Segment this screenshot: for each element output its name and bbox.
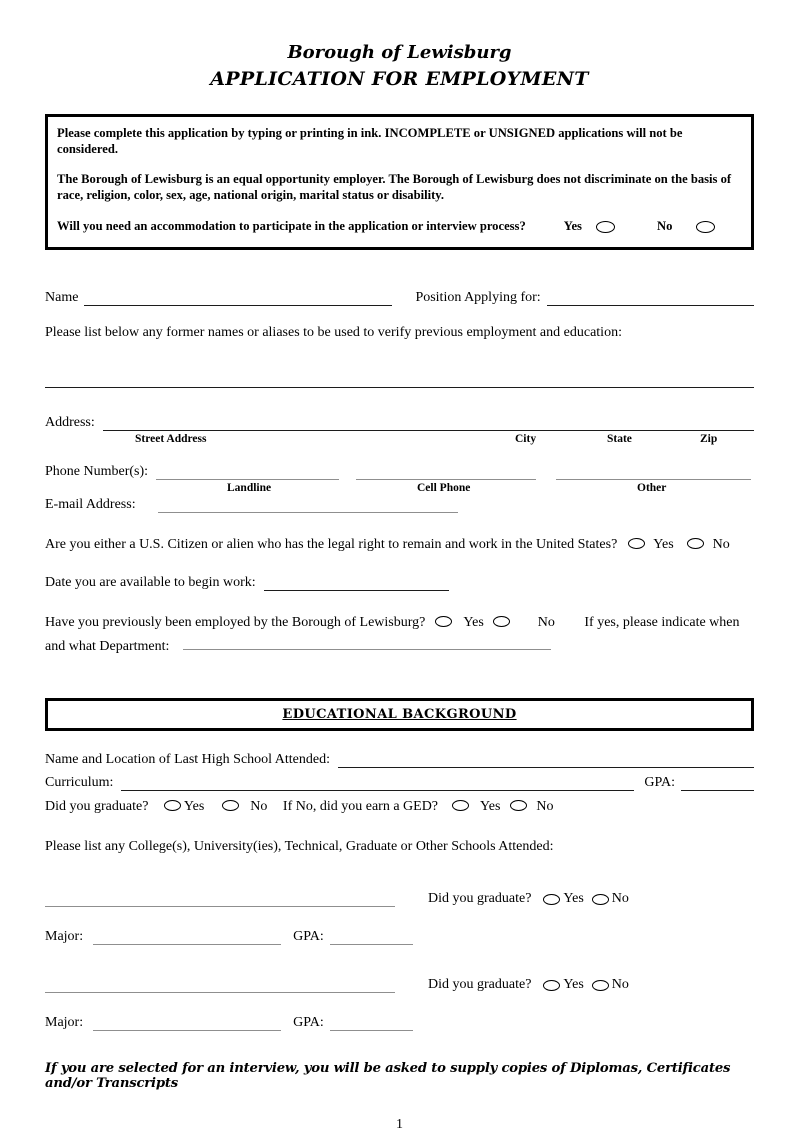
ged-yes-oval[interactable]	[452, 800, 469, 811]
department-label: and what Department:	[45, 639, 170, 655]
college-1-major-line[interactable]	[93, 930, 281, 945]
college-1-graduate-yes-label: Yes	[563, 890, 584, 906]
citizen-no-label: No	[712, 536, 730, 552]
previous-employment-yes-oval[interactable]	[435, 616, 452, 627]
college-2-major-label: Major:	[45, 1014, 84, 1030]
college-2-graduate-yes-oval[interactable]	[543, 980, 560, 991]
college-prompt: Please list any College(s), University(ies), Technical, Graduate or Other Schools Attended:	[45, 838, 554, 854]
org-name: Borough of Lewisburg	[287, 42, 512, 63]
name-input-line[interactable]	[84, 291, 392, 306]
ged-no-label: No	[536, 798, 554, 814]
curriculum-label: Curriculum:	[45, 774, 114, 790]
application-form-page	[0, 42, 796, 1133]
citizen-question: Are you either a U.S. Citizen or alien who has the legal right to remain and work in the United States?	[45, 536, 618, 552]
college-1-graduate-question: Did you graduate?	[428, 890, 532, 906]
former-names-row	[45, 373, 754, 388]
name-label: Name	[45, 289, 79, 305]
curriculum-input-line[interactable]	[121, 776, 634, 791]
college-entry-1-row	[45, 891, 754, 907]
hs-graduate-no-oval[interactable]	[222, 800, 239, 811]
phone-label: Phone Number(s):	[45, 463, 149, 479]
page-number: 1	[396, 1116, 403, 1132]
accommodation-yes-oval[interactable]	[596, 221, 615, 233]
previous-employment-no-label: No	[537, 614, 555, 630]
hs-graduate-yes-oval[interactable]	[164, 800, 181, 811]
accommodation-no-oval[interactable]	[696, 221, 715, 233]
address-sublabels	[45, 431, 754, 447]
citizen-no-oval[interactable]	[687, 538, 704, 549]
address-input-line[interactable]	[103, 416, 754, 431]
email-label: E-mail Address:	[45, 496, 136, 512]
previous-employment-yes-label: Yes	[463, 614, 484, 630]
phone-landline-line[interactable]	[156, 465, 339, 480]
college-1-major-label: Major:	[45, 928, 84, 944]
zip-label: Zip	[700, 432, 718, 445]
previous-employment-no-oval[interactable]	[493, 616, 510, 627]
college-2-graduate-no-label: No	[611, 976, 629, 992]
page-title: APPLICATION FOR EMPLOYMENT	[210, 68, 589, 90]
hs-graduate-question: Did you graduate?	[45, 798, 149, 814]
phone-sublabels	[45, 480, 754, 496]
citizen-yes-oval[interactable]	[628, 538, 645, 549]
college-2-major-row	[45, 1015, 754, 1031]
college-2-graduate-no-oval[interactable]	[592, 980, 609, 991]
date-available-row	[45, 575, 754, 591]
college-entry-2-row	[45, 977, 754, 993]
date-available-input-line[interactable]	[264, 576, 449, 591]
state-label: State	[607, 432, 632, 445]
cell-phone-label: Cell Phone	[417, 481, 471, 494]
college-2-major-line[interactable]	[93, 1016, 281, 1031]
college-1-graduate-yes-oval[interactable]	[543, 894, 560, 905]
education-section-header	[45, 698, 754, 731]
ged-question: If No, did you earn a GED?	[282, 798, 439, 814]
city-label: City	[515, 432, 537, 445]
position-input-line[interactable]	[547, 291, 754, 306]
date-available-label: Date you are available to begin work:	[45, 574, 256, 590]
high-school-label: Name and Location of Last High School Attended:	[45, 751, 330, 767]
former-names-input-line[interactable]	[45, 373, 754, 388]
college-2-gpa-line[interactable]	[330, 1016, 413, 1031]
eeo-statement: The Borough of Lewisburg is an equal opportunity employer. The Borough of Lewisburg does not discriminate on the basis of race, religion, color, sex, age, national origin, marital status or disability.	[57, 171, 732, 203]
accommodation-yes-label: Yes	[563, 219, 582, 234]
phone-row	[45, 464, 754, 480]
interview-note: If you are selected for an interview, you will be asked to supply copies of Diplomas, Certificates and/or Transcripts	[45, 1060, 731, 1091]
landline-label: Landline	[227, 481, 272, 494]
previous-employment-question: Have you previously been employed by the Borough of Lewisburg?	[45, 614, 426, 630]
college-2-graduate-question: Did you graduate?	[428, 976, 532, 992]
accommodation-question-row	[57, 218, 742, 234]
document-title	[45, 42, 754, 90]
ged-no-oval[interactable]	[510, 800, 527, 811]
hs-gpa-input-line[interactable]	[681, 776, 754, 791]
accommodation-question: Will you need an accommodation to participate in the application or interview process?	[57, 219, 526, 234]
email-input-line[interactable]	[158, 498, 458, 513]
phone-other-line[interactable]	[556, 465, 751, 480]
instructions-box	[45, 114, 754, 250]
college-1-gpa-line[interactable]	[330, 930, 413, 945]
college-1-name-line[interactable]	[45, 892, 395, 907]
college-2-gpa-label: GPA:	[293, 1014, 324, 1030]
department-input-line[interactable]	[183, 635, 551, 650]
street-address-label: Street Address	[135, 432, 207, 445]
college-1-graduate-no-label: No	[611, 890, 629, 906]
college-2-graduate-yes-label: Yes	[563, 976, 584, 992]
citizen-yes-label: Yes	[653, 536, 674, 552]
college-1-graduate-no-oval[interactable]	[592, 894, 609, 905]
college-1-major-row	[45, 929, 754, 945]
hs-graduate-row	[45, 799, 754, 815]
curriculum-row	[45, 775, 754, 791]
previous-employment-followup: If yes, please indicate when	[584, 614, 740, 630]
former-names-prompt: Please list below any former names or aliases to be used to verify previous employment and education:	[45, 324, 622, 340]
name-position-row	[45, 290, 754, 306]
email-row	[45, 497, 754, 513]
phone-cell-line[interactable]	[356, 465, 536, 480]
college-1-gpa-label: GPA:	[293, 928, 324, 944]
accommodation-no-label: No	[656, 219, 673, 234]
position-label: Position Applying for:	[415, 289, 541, 305]
instructions-text: Please complete this application by typing or printing in ink. INCOMPLETE or UNSIGNED applications will not be considered.	[57, 126, 683, 157]
college-2-name-line[interactable]	[45, 978, 395, 993]
address-label: Address:	[45, 414, 95, 430]
other-phone-label: Other	[637, 481, 667, 494]
hs-graduate-no-label: No	[250, 798, 268, 814]
hs-graduate-yes-label: Yes	[183, 798, 205, 814]
hs-gpa-label: GPA:	[644, 774, 675, 790]
education-section-title: EDUCATIONAL BACKGROUND	[282, 706, 517, 722]
citizen-question-row	[45, 537, 754, 553]
address-row	[45, 415, 754, 431]
high-school-input-line[interactable]	[338, 753, 754, 768]
high-school-row	[45, 752, 754, 768]
ged-yes-label: Yes	[480, 798, 501, 814]
previous-employment-row	[45, 611, 754, 660]
